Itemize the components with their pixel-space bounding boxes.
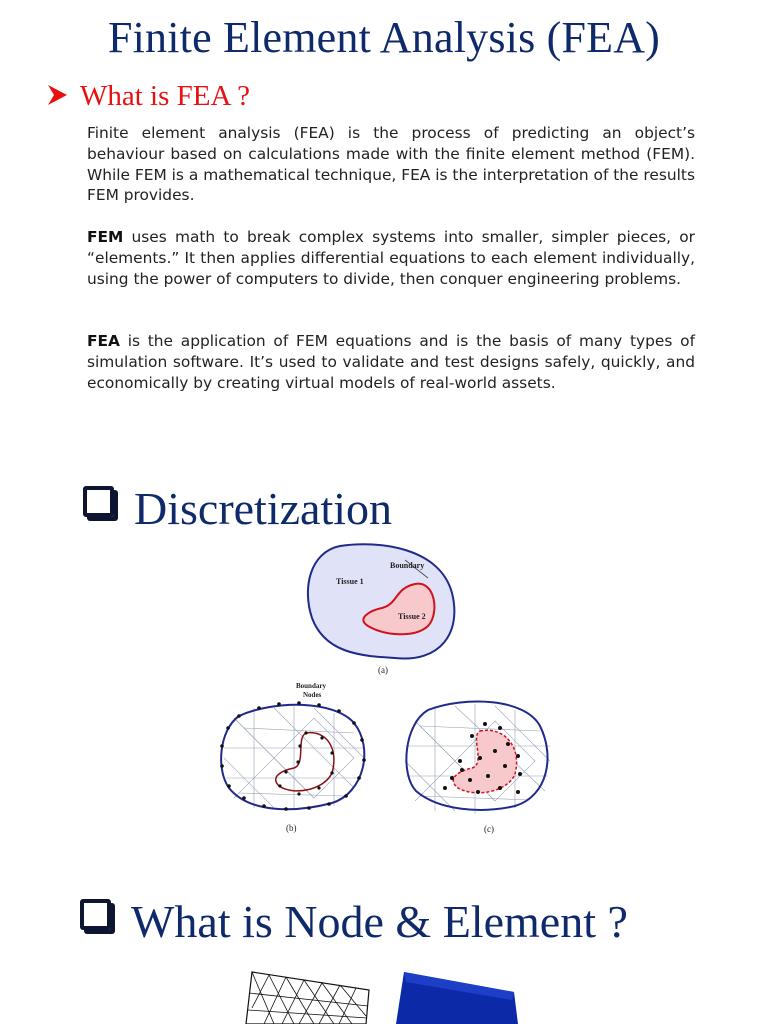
discretization-figure-b [214,678,374,836]
fea-paragraph [87,331,695,393]
fea-definition-paragraph: Finite element analysis (FEA) is the process of predicting an object’s behaviour based on calculations made with the finite element method (FEM). While FEM is a mathematical technique, FEA is the interpretation of the results FEM provides. [87,124,695,205]
checkbox-bullet-icon [83,486,114,517]
caption-a: (a) [378,665,388,675]
discretization-heading: Discretization [134,483,393,534]
fea-text: is the application of FEM equations and is the basis of many types of simulation software. It’s used to validate and test designs safely, quickly, and economically by creating virtual models of real-world assets. [87,332,695,392]
what-is-fea-heading: What is FEA ? [80,80,250,112]
boundary-nodes-label-2: Nodes [303,691,322,699]
solid-element-image [394,968,524,1024]
triangular-mesh-image [244,968,374,1024]
boundary-label: Boundary [390,561,425,570]
fem-paragraph [87,227,695,289]
fem-text: uses math to break complex systems into smaller, simpler pieces, or “elements.” It then applies differential equations to each element individually, using the power of computers to divide, then conquer engineering problems. [87,228,695,288]
discretization-figure-c [400,696,555,836]
arrow-bullet-icon [46,84,68,106]
tissue2-label: Tissue 2 [398,612,426,621]
caption-c: (c) [484,824,494,834]
boundary-nodes-label-1: Boundary [296,682,326,690]
fea-term: FEA [87,332,120,350]
fem-term: FEM [87,228,124,246]
discretization-figure-a [300,538,464,678]
checkbox-bullet-icon [80,899,111,930]
mesh-lines [224,706,364,810]
page-title: Finite Element Analysis (FEA) [107,13,661,62]
node-element-heading: What is Node & Element ? [131,896,628,947]
tissue1-label: Tissue 1 [336,577,364,586]
caption-b: (b) [286,823,297,833]
